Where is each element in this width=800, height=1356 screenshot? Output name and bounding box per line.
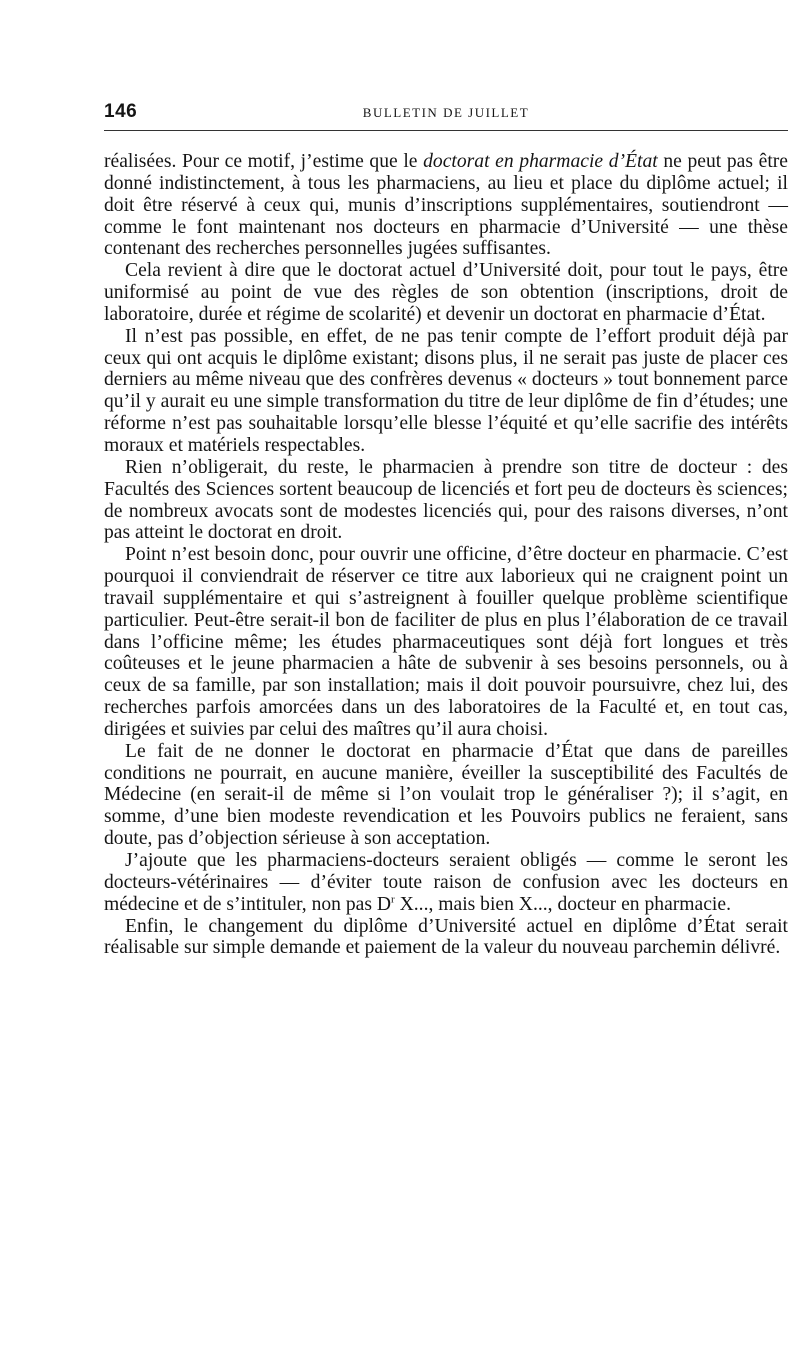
paragraph-1-text-b: ne peut pas être donné indistinctement, à tous les pharmaciens, au lieu et place du diplôme actuel; il doit être réservé à ceux qui, munis d’inscriptions supplémentaires, soutiendront — comme le font maintenant nos docteurs en pharmacie d’Université — une thèse contenant des recherches personnelles jugées suffisantes. bbox=[104, 151, 788, 260]
paragraph-8: Enfin, le changement du diplôme d’Université actuel en diplôme d’État serait réalisable sur simple demande et paiement de la valeur du nouveau parchemin délivré. bbox=[104, 915, 788, 959]
header-rule bbox=[104, 130, 788, 131]
paragraph-5: Point n’est besoin donc, pour ouvrir une officine, d’être docteur en pharmacie. C’est pourquoi il conviendrait de réserver ce titre aux laborieux qui ne craignent point un travail supplémentaire et qui s’astreignent à fouiller quelque problème scientifique particulier. Peut-être serait-il bon de faciliter de plus en plus l’élaboration de ce travail dans l’officine même; les études pharmaceutiques sont déjà fort longues et très coûteuses et le jeune pharmacien a hâte de subvenir à ses besoins personnels, ou à ceux de sa famille, par son installation; mais il doit pouvoir poursuivre, chez lui, des recherches parfois amorcées dans un des laboratoires de la Faculté et, en tout cas, dirigées et suivies par celui des maîtres qu’il aura choisi. bbox=[104, 544, 788, 740]
paragraph-7 bbox=[104, 850, 788, 916]
page-header bbox=[104, 101, 788, 127]
paragraph-2: Cela revient à dire que le doctorat actuel d’Université doit, pour tout le pays, être uniformisé au point de vue des règles de son obtention (inscriptions, droit de laboratoire, durée et régime de scolarité) et devenir un doctorat en pharmacie d’État. bbox=[104, 260, 788, 325]
paragraph-1-text-a: réalisées. Pour ce motif, j’estime que le bbox=[104, 151, 424, 172]
paragraph-4: Rien n’obligerait, du reste, le pharmacien à prendre son titre de docteur : des Facultés des Sciences sortent beaucoup de licenciés et fort peu de docteurs ès sciences; de nombreux avocats sont de modestes licenciés qui, pour des raisons diverses, n’ont pas atteint le doctorat en droit. bbox=[104, 456, 788, 544]
paragraph-7-superscript: r bbox=[391, 893, 395, 906]
paragraph-1-emphasis: doctorat en pharmacie d’État bbox=[423, 151, 658, 172]
paragraph-7-text-b: X..., mais bien X..., docteur en pharmacie. bbox=[394, 893, 731, 915]
paragraph-1 bbox=[104, 151, 788, 260]
article-body bbox=[104, 151, 788, 959]
paragraph-6: Le fait de ne donner le doctorat en pharmacie d’État que dans de pareilles conditions ne pourrait, en aucune manière, éveiller la susceptibilité des Facultés de Médecine (en serait-il de même si l’on voulait trop le généraliser ?); il s’agit, en somme, d’une bien modeste revendication et les Pouvoirs publics ne feraient, sans doute, pas d’objection sérieuse à son acceptation. bbox=[104, 740, 788, 850]
running-title: BULLETIN DE JUILLET bbox=[362, 105, 530, 120]
paragraph-3: Il n’est pas possible, en effet, de ne pas tenir compte de l’effort produit déjà par ceux qui ont acquis le diplôme existant; disons plus, il ne serait pas juste de placer ces derniers au même niveau que des confrères devenus « docteurs » tout bonnement parce qu’il y aurait eu une simple transformation du titre de leur diplôme de fin d’études; une réforme n’est pas souhaitable lorsqu’elle blesse l’équité et qu’elle sacrifie des intérêts moraux et matériels respectables. bbox=[104, 325, 788, 456]
page-number: 146 bbox=[104, 101, 138, 122]
paragraph-7-text-a: J’ajoute que les pharmaciens-docteurs seraient obligés — comme le seront les docteurs-vétérinaires — d’éviter toute raison de confusion avec les docteurs en médecine et de s’intituler, non pas D bbox=[104, 850, 788, 915]
